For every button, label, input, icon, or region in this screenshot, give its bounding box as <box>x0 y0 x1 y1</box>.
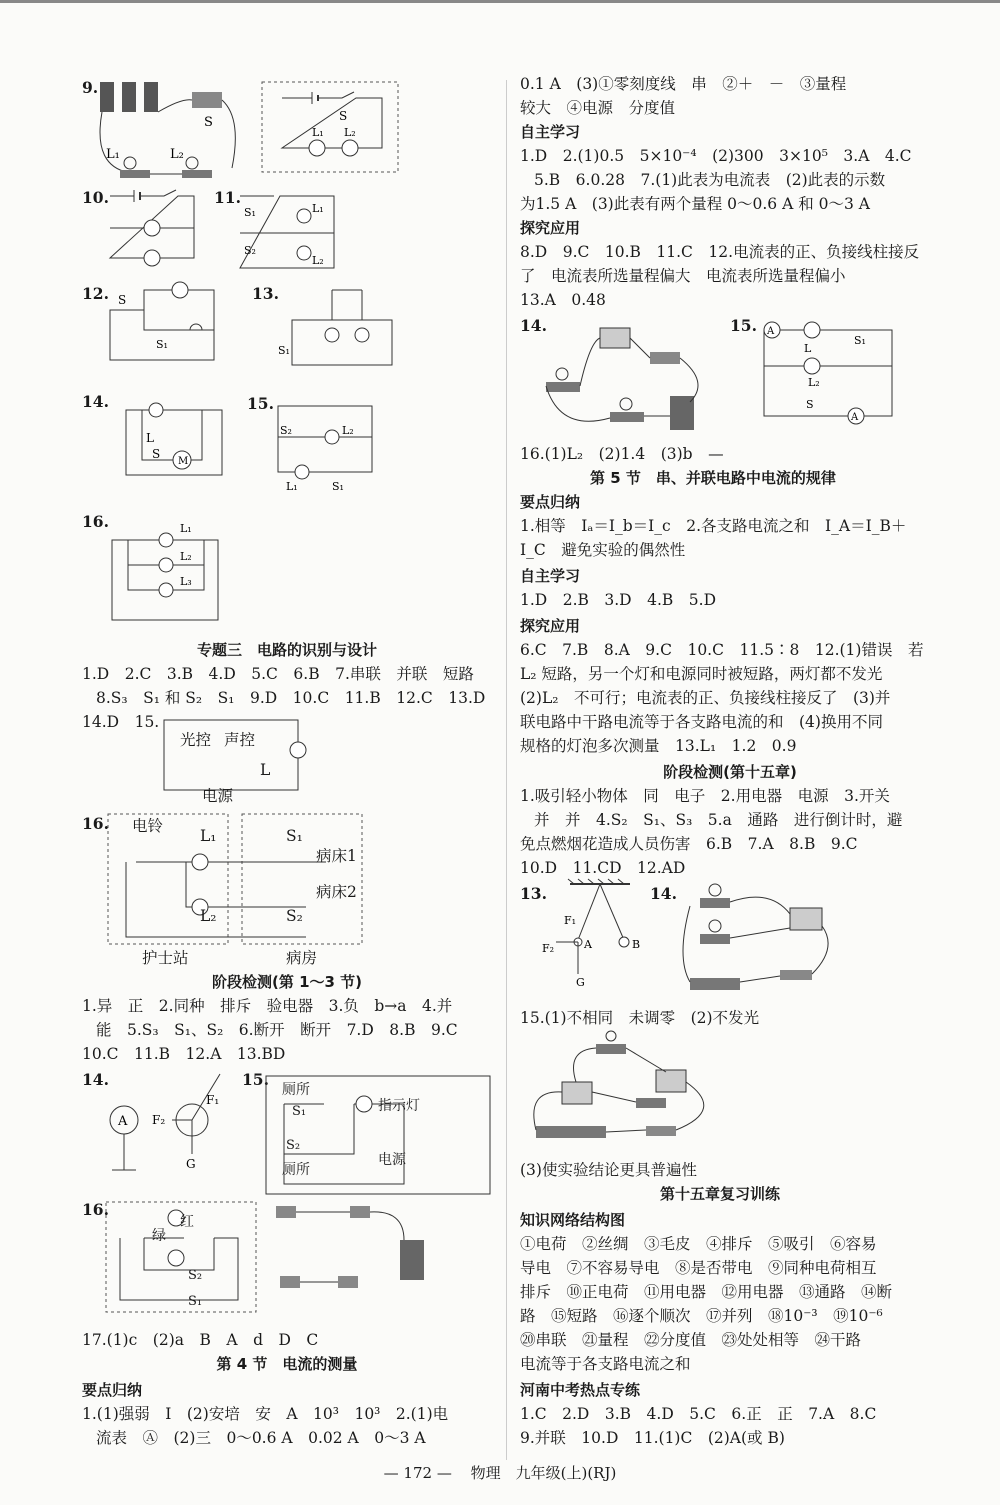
q9-label: 9. <box>82 78 99 97</box>
r-line9: 16.(1)L₂ (2)1.4 (3)b — <box>520 445 724 463</box>
r-q15-circuit <box>752 316 912 436</box>
t3-line3: 14.D 15. <box>82 713 160 731</box>
svg-text:S: S <box>152 447 161 461</box>
sec5-title: 第 5 节 串、并联电路中电流的规律 <box>590 469 836 487</box>
svg-text:L: L <box>146 431 154 445</box>
r-line5: 为1.5 A (3)此表有两个量程 0～0.6 A 和 0～3 A <box>520 195 870 213</box>
r-line1: 0.1 A (3)①零刻度线 串 ②＋ － ③量程 <box>520 75 847 93</box>
fig16-label-5: 病床2 <box>316 883 357 901</box>
topic3-title: 专题三 电路的识别与设计 <box>196 641 377 659</box>
explore-title: 探究应用 <box>520 219 581 237</box>
s1-q14-label: 14. <box>82 1070 109 1089</box>
svg-text:S: S <box>204 115 213 130</box>
fig16-label-2: L₁ <box>200 827 217 845</box>
r-q14b-label: 14. <box>650 884 677 903</box>
r-line3: 1.D 2.(1)0.5 5×10⁻⁴ (2)300 3×10⁵ 3.A 4.C <box>520 147 912 165</box>
svg-text:S₁: S₁ <box>332 480 344 492</box>
q9-figures <box>92 78 402 188</box>
svg-text:L₁: L₁ <box>312 126 324 139</box>
r-line23: (3)使实验结论更具普遍性 <box>520 1161 697 1179</box>
svg-text:L₁: L₁ <box>180 522 192 535</box>
r-line4: 5.B 6.0.28 7.(1)此表为电流表 (2)此表的示数 <box>534 171 886 189</box>
svg-text:S: S <box>806 398 814 411</box>
page-number: — 172 — <box>383 1464 452 1482</box>
r-line28: ⑳串联 ㉑量程 ㉒分度值 ㉓处处相等 ㉔干路 <box>520 1331 862 1349</box>
r-line6: 8.D 9.C 10.B 11.C 12.电流表的正、负接线柱接反 <box>520 243 920 261</box>
svg-text:L₂: L₂ <box>180 550 192 563</box>
fig15-label-4: 电源 <box>202 787 234 805</box>
s1-line3: 10.C 11.B 12.A 13.BD <box>82 1045 286 1063</box>
s16-label-3: S₂ <box>188 1268 203 1283</box>
svg-text:S₂: S₂ <box>280 424 292 437</box>
r-line11: I_C 避免实验的偶然性 <box>520 541 686 559</box>
fig16-label-6: L₂ <box>200 907 217 925</box>
fig15-label-2: 声控 <box>224 731 256 749</box>
svg-text:L₁: L₁ <box>312 202 324 215</box>
r-line13: 6.C 7.B 8.A 9.C 10.C 11.5∶8 12.(1)错误 若 <box>520 641 924 659</box>
r-line29: 电流等于各支路电流之和 <box>520 1355 691 1373</box>
key-line2: 流表 Ⓐ (2)三 0～0.6 A 0.02 A 0～3 A <box>96 1429 426 1447</box>
s15-label-4: S₂ <box>286 1138 301 1153</box>
r-line26: 排斥 ⑩正电荷 ⑪用电器 ⑫用电器 ⑬通路 ⑭断 <box>520 1283 893 1301</box>
svg-text:L₂: L₂ <box>312 254 324 267</box>
t3-line1: 1.D 2.C 3.B 4.D 5.C 6.B 7.串联 并联 短路 <box>82 665 474 683</box>
q12-circuit <box>104 280 244 370</box>
q14-circuit <box>112 390 242 490</box>
s15-label-6: 电源 <box>378 1152 406 1168</box>
key-title: 要点归纳 <box>82 1381 143 1399</box>
s1-q15-label: 15. <box>242 1070 269 1089</box>
s15-label-2: S₁ <box>292 1104 307 1119</box>
svg-text:A: A <box>851 412 859 423</box>
key2-title: 要点归纳 <box>520 493 581 511</box>
top-rule <box>0 0 1000 3</box>
column-divider <box>506 80 507 1460</box>
s15-label-1: 厕所 <box>282 1082 310 1098</box>
s15-label-5: 厕所 <box>282 1162 310 1178</box>
t3-line2: 8.S₃ S₁ 和 S₂ S₁ 9.D 10.C 11.B 12.C 13.D <box>96 689 486 707</box>
r-q13-label: 13. <box>520 884 547 903</box>
r-line15: (2)L₂ 不可行；电流表的正、负接线柱接反了 (3)并 <box>520 689 891 707</box>
r-line24: ①电荷 ②丝绸 ③毛皮 ④排斥 ⑤吸引 ⑥容易 <box>520 1235 877 1253</box>
fig15-label-3: L <box>260 761 271 779</box>
svg-text:L₂: L₂ <box>342 424 354 437</box>
fig16-label-1: 电铃 <box>132 817 164 835</box>
q16-label: 16. <box>82 512 109 531</box>
s1-line2: 能 5.S₃ S₁、S₂ 6.断开 断开 7.D 8.B 9.C <box>96 1021 458 1039</box>
r-line19: 并 并 4.S₂ S₁、S₃ 5.a 通路 进行倒计时，避 <box>534 811 903 829</box>
svg-text:S₁: S₁ <box>244 206 256 219</box>
r-line20: 免点燃烟花造成人员伤害 6.B 7.A 8.B 9.C <box>520 835 858 853</box>
fig15-label-1: 光控 <box>180 731 212 749</box>
r-line17: 规格的灯泡多次测量 13.L₁ 1.2 0.9 <box>520 737 797 755</box>
r-line14: L₂ 短路，另一个灯和电源同时被短路，两灯都不发光 <box>520 665 883 683</box>
review-title: 第十五章复习训练 <box>660 1185 781 1203</box>
svg-text:S₁: S₁ <box>156 338 168 351</box>
r-line7: 了 电流表所选量程偏大 电流表所选量程偏小 <box>520 267 846 285</box>
s16-label-1: 红 <box>180 1214 194 1230</box>
svg-text:G: G <box>186 1157 196 1171</box>
q10-label: 10. <box>82 188 109 207</box>
r-q13-figure <box>540 878 650 988</box>
svg-text:F₁: F₁ <box>206 1093 220 1107</box>
s1-q17: 17.(1)c (2)a B A d D C <box>82 1331 319 1349</box>
q11-circuit <box>234 188 354 278</box>
r-line22: 15.(1)不相同 未调零 (2)不发光 <box>520 1009 760 1027</box>
r-line2: 较大 ④电源 分度值 <box>520 99 676 117</box>
svg-text:S₂: S₂ <box>244 244 256 257</box>
r-line30: 1.C 2.D 3.B 4.D 5.C 6.正 正 7.A 8.C <box>520 1405 877 1423</box>
svg-text:L₁: L₁ <box>286 480 298 492</box>
q10-circuit <box>104 188 204 278</box>
sec4-title: 第 4 节 电流的测量 <box>216 1355 358 1373</box>
key-line1: 1.(1)强弱 I (2)安培 安 A 10³ 10³ 2.(1)电 <box>82 1405 449 1423</box>
fig16-label-9: 病房 <box>286 949 318 967</box>
svg-text:A: A <box>118 1114 128 1129</box>
r-q15-label: 15. <box>730 316 757 335</box>
svg-text:L₁: L₁ <box>106 147 120 162</box>
q11-label: 11. <box>214 188 241 207</box>
s16-label-2: 绿 <box>152 1228 166 1244</box>
r-line16: 联电路中干路电流等于各支路电流的和 (4)换用不同 <box>520 713 883 731</box>
s15-label-3: 指示灯 <box>378 1098 420 1114</box>
svg-text:L₂: L₂ <box>344 126 356 139</box>
svg-text:S: S <box>118 293 127 307</box>
q15-circuit <box>272 392 392 492</box>
r-q14b-figure <box>670 878 840 998</box>
fig16-label-7: S₂ <box>286 907 303 925</box>
svg-text:F₁: F₁ <box>564 914 577 927</box>
explore2-title: 探究应用 <box>520 617 581 635</box>
q12-label: 12. <box>82 284 109 303</box>
svg-text:F₂: F₂ <box>542 942 555 955</box>
svg-text:L₂: L₂ <box>808 376 820 389</box>
r-line25: 导电 ⑦不容易导电 ⑧是否带电 ⑨同种电荷相互 <box>520 1259 877 1277</box>
svg-text:A: A <box>584 938 592 951</box>
stage1-title: 阶段检测(第 1～3 节) <box>211 973 363 991</box>
henan-title: 河南中考热点专练 <box>520 1381 641 1399</box>
svg-text:L₂: L₂ <box>170 147 184 162</box>
r-line8: 13.A 0.48 <box>520 291 606 309</box>
svg-text:M: M <box>178 456 189 467</box>
s1-line1: 1.异 正 2.同种 排斥 验电器 3.负 b→a 4.并 <box>82 997 453 1015</box>
r-line10: 1.相等 Iₐ＝I_b＝I_c 2.各支路电流之和 I_A＝I_B＋ <box>520 517 907 535</box>
stage15-title: 阶段检测(第十五章) <box>663 763 797 781</box>
s1-q16-figures <box>104 1200 424 1330</box>
fig16-label-3: S₁ <box>286 827 303 845</box>
page-footer <box>0 1462 1000 1483</box>
svg-text:A: A <box>767 326 775 337</box>
r-line12: 1.D 2.B 3.D 4.B 5.D <box>520 591 717 609</box>
svg-text:S: S <box>339 109 348 123</box>
svg-text:S₁: S₁ <box>854 334 866 347</box>
q13-circuit <box>272 280 412 370</box>
r-line27: 路 ⑮短路 ⑯逐个顺次 ⑰并列 ⑱10⁻³ ⑲10⁻⁶ <box>520 1307 883 1325</box>
s16-label-4: S₁ <box>188 1294 203 1309</box>
q14-label: 14. <box>82 392 109 411</box>
self-title: 自主学习 <box>520 123 581 141</box>
t3-q16-label: 16. <box>82 814 109 833</box>
svg-text:F₂: F₂ <box>152 1113 166 1127</box>
svg-text:G: G <box>576 976 585 988</box>
fig16-label-4: 病床1 <box>316 847 357 865</box>
svg-text:L: L <box>804 342 812 355</box>
r-q14-figure <box>540 322 720 442</box>
r-line18: 1.吸引轻小物体 同 电子 2.用电器 电源 3.开关 <box>520 787 890 805</box>
footer-subject: 物理 九年级(上)(RJ) <box>470 1464 617 1482</box>
r-q14-label: 14. <box>520 316 547 335</box>
r-line21: 10.D 11.CD 12.AD <box>520 859 686 877</box>
net-title: 知识网络结构图 <box>520 1211 626 1229</box>
self2-title: 自主学习 <box>520 567 581 585</box>
fig16-label-8: 护士站 <box>142 949 189 967</box>
q15-label: 15. <box>247 394 274 413</box>
s1-q14-figure <box>102 1070 252 1180</box>
svg-text:L₃: L₃ <box>180 575 192 588</box>
s1-q16-label: 16. <box>82 1200 109 1219</box>
q13-label: 13. <box>252 284 279 303</box>
r-line31: 9.并联 10.D 11.(1)C (2)A(或 B) <box>520 1429 785 1447</box>
svg-text:S₁: S₁ <box>278 344 290 357</box>
r-q15-figure <box>526 1030 746 1150</box>
q16-circuit <box>108 510 238 630</box>
svg-text:B: B <box>632 938 641 951</box>
t3-q15-circuit <box>158 710 318 800</box>
